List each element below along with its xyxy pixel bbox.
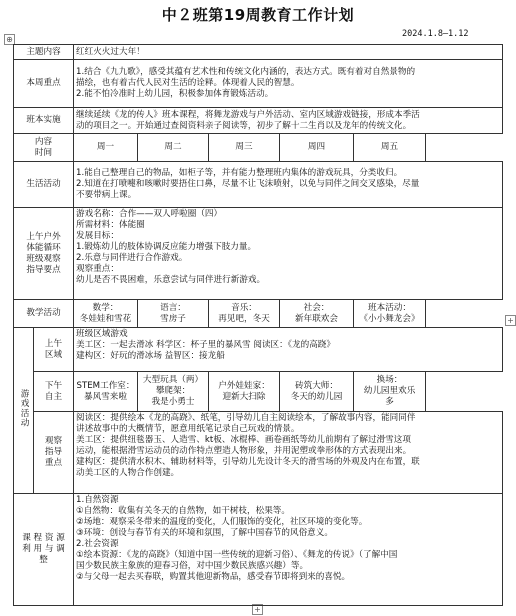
afternoon-cell-friday <box>354 372 426 412</box>
theme-value: 红红火火过大年！ <box>74 45 503 60</box>
morning-sport-line: 观察重点： <box>76 264 119 274</box>
game-label <box>14 328 34 494</box>
teaching-cell-thursday <box>280 300 354 328</box>
game-morning-line: 建构区：好玩的滑冰场 益智区：接龙船 <box>76 351 225 361</box>
game-morning-label <box>34 328 74 372</box>
game-guide-line: 阅读区：提供绘本《龙的高跷》、纸笔，引导幼儿自主阅读绘本，了解故事内容，能同同伴 <box>76 413 416 423</box>
game-guide-content <box>74 412 503 494</box>
game-guide-line: 动美工区的人物合作创建。 <box>76 468 180 478</box>
day-tuesday: 周二 <box>138 134 209 162</box>
page-title: 中２班第19周教育工作计划 <box>161 6 355 24</box>
teaching-cell-monday <box>74 300 138 328</box>
life-line: 不要带病上课。 <box>76 190 137 200</box>
teaching-cell-wednesday <box>209 300 280 328</box>
class-impl-line: 动的项目之一。开始通过查阅资料亲子阅读等，初步了解十二生肖以及龙年的传统文化。 <box>76 120 412 131</box>
afternoon-cell-tuesday <box>138 372 209 412</box>
game-guide-label-line: 观察 <box>44 436 63 446</box>
class-impl-row <box>14 108 503 134</box>
class-impl-line: 继续延续《龙的传人》班本课程，将舞龙游戏与户外活动、室内区域游戏链接，形成本季活 <box>76 109 420 120</box>
teaching-topic: 《小小舞龙会》 <box>359 313 420 324</box>
afternoon-cell-line: 迎新大扫除 <box>222 391 266 402</box>
teaching-subject: 社会： <box>303 302 330 313</box>
game-guide-line: 讲述故事中的大概情节，愿意用纸笔记录自己玩戏的情景。 <box>76 424 300 434</box>
afternoon-cell-line: STEM工作室： <box>76 380 135 391</box>
resources-line: ①绘本资源：《龙的高跷》（知道中国一些传统的迎新习俗）、《舞龙的传说》（了解中国 <box>76 550 398 560</box>
add-row-icon[interactable]: + <box>252 604 263 615</box>
afternoon-cell-line: 攀爬架： <box>155 386 191 396</box>
morning-sport-content <box>74 208 503 300</box>
table-move-handle-icon[interactable]: ⊕ <box>4 34 15 45</box>
life-content <box>74 162 503 208</box>
morning-sport-label <box>14 208 74 300</box>
afternoon-cell-wednesday <box>209 372 280 412</box>
afternoon-cell-line: 冬天的幼儿园 <box>290 391 343 402</box>
resources-line: ③环境：创设与春节有关的环境和氛围，了解中国春节的风俗意义。 <box>76 528 333 538</box>
resources-line: 2.社会资源 <box>76 539 119 549</box>
teaching-topic: 雪房子 <box>160 313 186 324</box>
resources-label-line: 课 程 资 源 <box>22 533 65 543</box>
afternoon-cell-line: 户外娃娃家： <box>218 380 270 391</box>
game-afternoon-label-line: 下午 <box>44 380 63 391</box>
resources-row <box>14 494 503 606</box>
day-thursday: 周四 <box>280 134 354 162</box>
class-impl-content <box>74 108 503 134</box>
teaching-subject: 班本活动： <box>368 302 411 313</box>
resources-line: ②与父母一起去买春联，购置其他迎新物品，感受春节即将到来的喜悦。 <box>76 572 351 582</box>
focus-line: 描绘，也有着古代人民对生活的诠释。体现着人民的智慧。 <box>76 78 300 88</box>
morning-sport-label-line: 体能循环 <box>26 242 61 253</box>
game-guide-line: 美工区：提供纽毯器玉、人造雪、kt板、冰棍棒、画卷画纸等幼儿前期有了解过滑雪这项 <box>76 435 411 445</box>
game-morning-line: 美工区：一起去滑冰 科学区：杯子里的暴风雪 阅读区：《龙的高跷》 <box>76 340 335 350</box>
morning-sport-row <box>14 208 503 300</box>
resources-label-line: 利 用 与 调 <box>22 544 65 554</box>
game-afternoon-row <box>14 372 503 412</box>
afternoon-cell-line: 砖筑大师： <box>295 380 338 391</box>
game-morning-content <box>74 328 503 372</box>
teaching-topic: 再见吧，冬天 <box>218 313 270 324</box>
game-label-text: 游戏活动 <box>19 389 29 428</box>
game-afternoon-label <box>34 372 74 412</box>
teaching-topic: 新年联欢会 <box>295 313 338 324</box>
afternoon-cell-line: 大型玩具（两） <box>142 375 204 385</box>
morning-sport-line: 1.锻炼幼儿的肢体协调反应能力增强下肢力量。 <box>76 242 257 252</box>
focus-row <box>14 60 503 108</box>
morning-sport-line: 幼儿是否不畏困难，乐意尝试与同伴进行新游戏。 <box>76 275 266 285</box>
class-impl-label: 班本实施 <box>14 108 74 134</box>
afternoon-cell-line: 我是小勇士 <box>151 397 195 407</box>
plan-table <box>13 44 503 606</box>
teaching-subject: 语言： <box>160 302 186 313</box>
focus-content <box>74 60 503 108</box>
teaching-topic: 冬娃娃和雪花 <box>79 313 132 324</box>
day-wednesday: 周三 <box>209 134 280 162</box>
day-monday: 周一 <box>74 134 138 162</box>
game-morning-label-line: 区域 <box>44 349 63 360</box>
morning-sport-line: 游戏名称：合作——双人呼啦圈（四） <box>76 209 223 219</box>
game-guide-line: 运动，能根据滑雪运动员的动作特点塑造人物形象，并用泥塑或拳形体的方式表现出来。 <box>76 446 412 456</box>
teaching-subject: 数学： <box>92 302 119 313</box>
theme-row <box>14 45 503 60</box>
theme-label: 主题内容 <box>14 45 74 60</box>
afternoon-cell-line: 换场： <box>376 375 403 385</box>
morning-sport-line: 2.乐意与同伴进行合作游戏。 <box>76 253 188 263</box>
resources-line: ①自然物：收集有关冬天的自然物，如干树枝，松果等。 <box>76 506 290 516</box>
game-guide-label-line: 指导 <box>44 447 63 457</box>
game-guide-label <box>34 412 74 494</box>
game-morning-line: 班级区域游戏 <box>76 329 128 339</box>
teaching-label: 教学活动 <box>14 300 74 328</box>
afternoon-cell-line: 暴风雪来啦 <box>84 391 127 402</box>
morning-sport-label-line: 指导要点 <box>26 264 61 275</box>
game-guide-label-line: 重点 <box>44 458 63 468</box>
resources-label-line: 整 <box>39 555 48 565</box>
life-line: 2.知道在打喷嚏和咳嗽时要捂住口鼻，尽量不让飞沫喷射，以免与同伴之间交叉感染，尽量 <box>76 179 420 189</box>
teaching-cell-friday <box>354 300 426 328</box>
game-morning-label-line: 上午 <box>44 338 63 349</box>
resources-line: ②场地：观察采冬带来的温度的变化，人们服饰的变化，社区环境的变化等。 <box>76 517 368 527</box>
life-row <box>14 162 503 208</box>
resources-content <box>74 494 503 606</box>
morning-sport-label-line: 上午户外 <box>26 231 61 242</box>
add-column-icon[interactable]: + <box>505 315 516 326</box>
resources-line: 国少数民族主象族的迎春习俗，对中国少数民族感兴趣）等。 <box>76 561 309 571</box>
morning-sport-label-line: 班级观察 <box>26 253 61 264</box>
life-line: 1.能自己整理自己的物品，如柜子等，并有能力整理班内集体的游戏玩具，分类收归。 <box>76 168 403 178</box>
game-afternoon-label-line: 自主 <box>44 391 63 402</box>
resources-label <box>14 494 74 606</box>
header-label: 内容 时间 <box>14 134 74 162</box>
afternoon-cell-line: 幼儿园里欢乐 <box>363 386 416 396</box>
morning-sport-line: 所需材料：体能圈 <box>76 220 145 230</box>
day-header-row <box>14 134 503 162</box>
teaching-subject: 音乐： <box>231 302 257 313</box>
game-guide-line: 建构区：提供清水积木、辅助材料等，引导幼儿先设计冬天的滑雪场的外观及内在布置，联 <box>76 457 420 467</box>
teaching-cell-tuesday <box>138 300 209 328</box>
game-guide-row <box>14 412 503 494</box>
day-friday: 周五 <box>354 134 426 162</box>
focus-line: 1.结合《九九歌》，感受其蕴有艺术性和传统文化内涵的，表达方式。既有着对自然景物的 <box>76 67 416 77</box>
afternoon-cell-thursday <box>280 372 354 412</box>
focus-line: 2.能不怕冷准时上幼儿园，积极参加体育锻炼活动。 <box>76 89 274 99</box>
teaching-row <box>14 300 503 328</box>
focus-label: 本周重点 <box>14 60 74 108</box>
game-morning-row <box>14 328 503 372</box>
life-label: 生活活动 <box>14 162 74 208</box>
date-range: 2024.1.8—1.12 <box>402 29 469 39</box>
resources-line: 1.自然资源 <box>76 495 119 505</box>
afternoon-cell-line: 多 <box>385 397 394 407</box>
morning-sport-line: 发展目标： <box>76 231 119 241</box>
afternoon-cell-monday <box>74 372 138 412</box>
